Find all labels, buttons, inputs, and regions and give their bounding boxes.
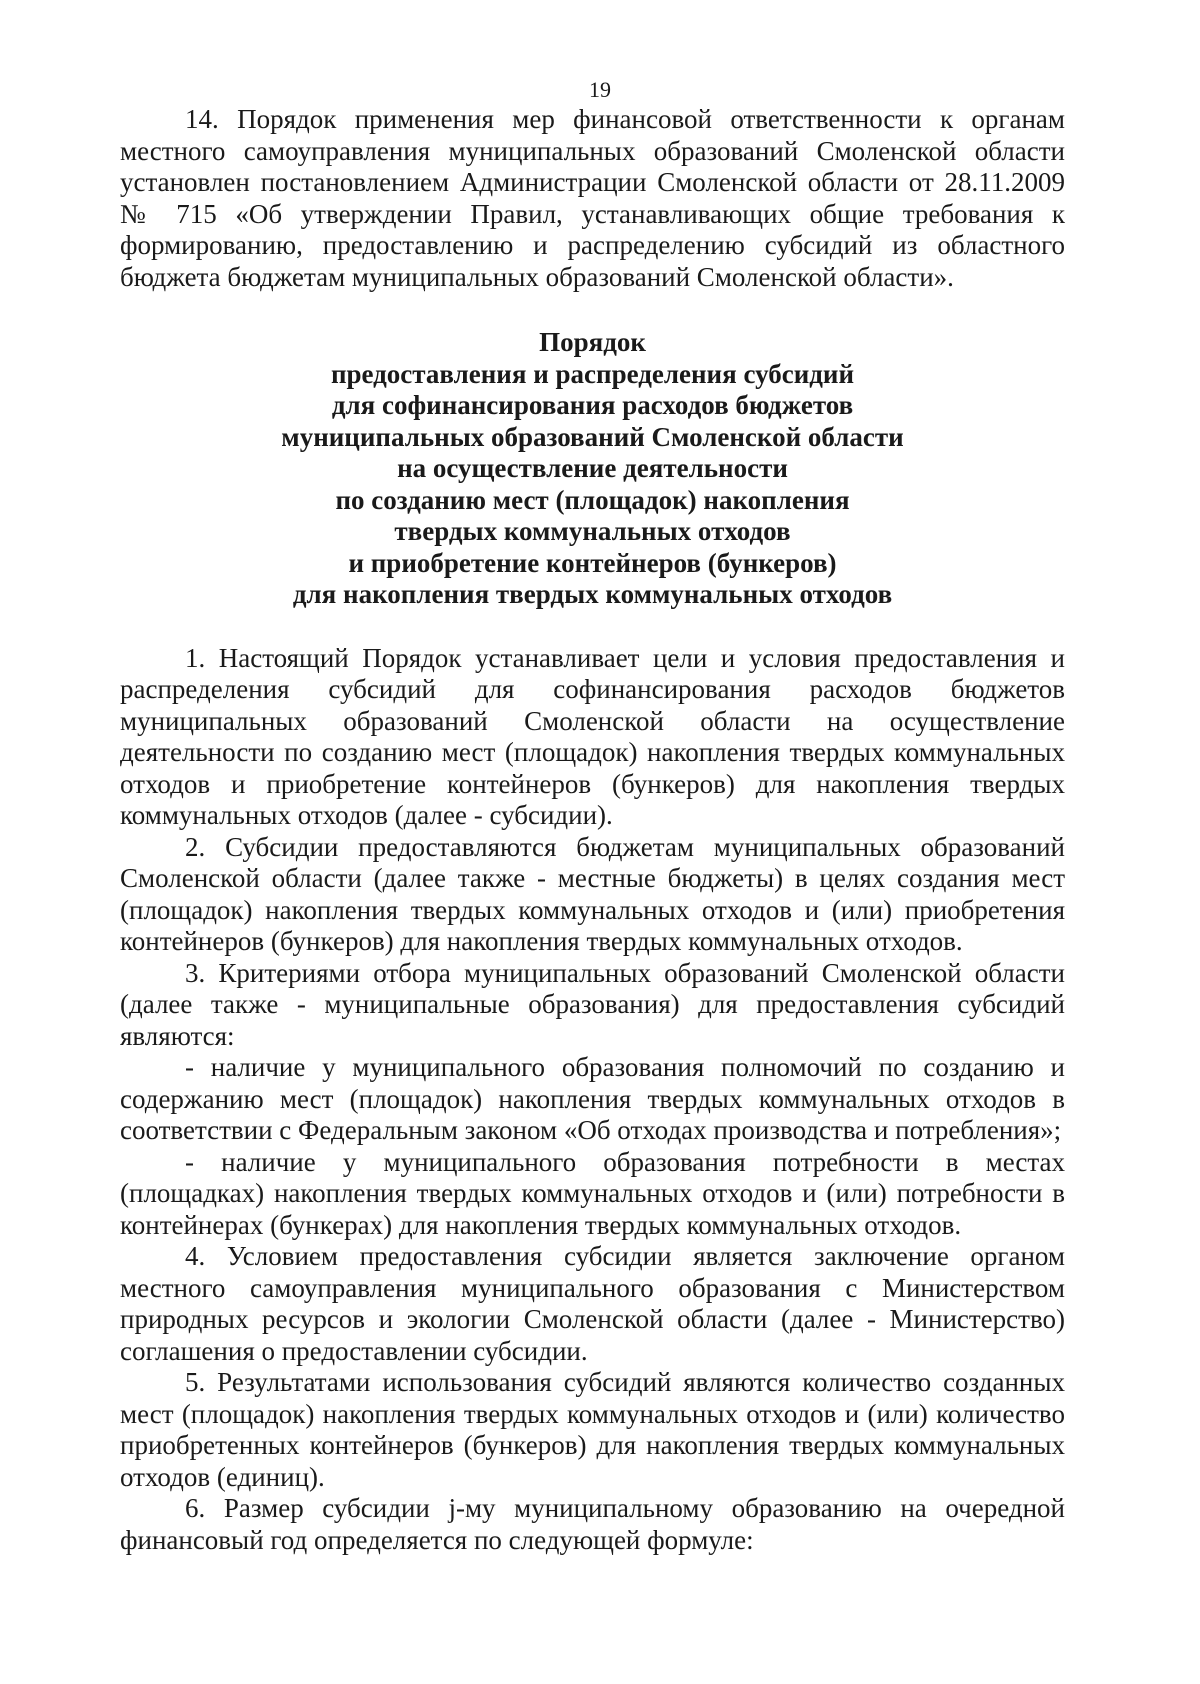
- intro-paragraph: 14. Порядок применения мер финансовой ответственности к органам местного самоуправления муниципальных образований Смоленской области установлен постановлением Администрации Смоленской области от 28.11.2009 № 715 «Об утверждении Правил, устанавливающих общие требования к формированию, предоставлению и распределению субсидий из областного бюджета бюджетам муниципальных образований Смоленской области».: [120, 104, 1065, 292]
- heading-line: твердых коммунальных отходов: [394, 516, 791, 546]
- section-heading: [120, 327, 1065, 611]
- document-body: [120, 104, 1065, 1556]
- clause-4: 4. Условием предоставления субсидии является заключение органом местного самоуправления муниципального образования с Министерством природных ресурсов и экологии Смоленской области (далее - Министерство) соглашения о предоставлении субсидии.: [120, 1241, 1065, 1366]
- heading-line: для накопления твердых коммунальных отходов: [292, 579, 893, 609]
- clause-3-item-2: - наличие у муниципального образования потребности в местах (площадках) накопления твердых коммунальных отходов и (или) потребности в контейнерах (бункерах) для накопления твердых коммунальных отходов.: [120, 1146, 1065, 1240]
- clause-3-item-1: - наличие у муниципального образования полномочий по созданию и содержанию мест (площадок) накопления твердых коммунальных отходов в соответствии с Федеральным законом «Об отходах производства и потребления»;: [120, 1052, 1065, 1145]
- clauses: [120, 643, 1065, 1557]
- heading-line: на осуществление деятельности: [397, 453, 788, 483]
- clause-5: 5. Результатами использования субсидий являются количество созданных мест (площадок) накопления твердых коммунальных отходов и (или) количество приобретенных контейнеров (бункеров) для накопления твердых коммунальных отходов (единиц).: [120, 1367, 1065, 1492]
- heading-line: муниципальных образований Смоленской области: [281, 421, 904, 452]
- clause-1: 1. Настоящий Порядок устанавливает цели и условия предоставления и распределения субсидий для софинансирования расходов бюджетов муниципальных образований Смоленской области на осуществление деятельности по созданию мест (площадок) накопления твердых коммунальных отходов и приобретение контейнеров (бункеров) для накопления твердых коммунальных отходов (далее - субсидии).: [120, 642, 1065, 830]
- clause-6: 6. Размер субсидии j-му муниципальному образованию на очередной финансовый год определяется по следующей формуле:: [120, 1493, 1065, 1555]
- page-number: 19: [589, 77, 611, 102]
- heading-line: для софинансирования расходов бюджетов: [331, 390, 854, 420]
- heading-line: по созданию мест (площадок) накопления: [335, 484, 850, 515]
- heading-line: и приобретение контейнеров (бункеров): [348, 547, 837, 578]
- clause-2: 2. Субсидии предоставляются бюджетам муниципальных образований Смоленской области (далее также - местные бюджеты) в целях создания мест (площадок) накопления твердых коммунальных отходов и (или) приобретения контейнеров (бункеров) для накопления твердых коммунальных отходов.: [120, 831, 1065, 956]
- heading-line: Порядок: [539, 327, 646, 357]
- heading-line: предоставления и распределения субсидий: [330, 358, 855, 389]
- clause-3: 3. Критериями отбора муниципальных образований Смоленской области (далее также - муниципальные образования) для предоставления субсидий являются:: [120, 957, 1065, 1051]
